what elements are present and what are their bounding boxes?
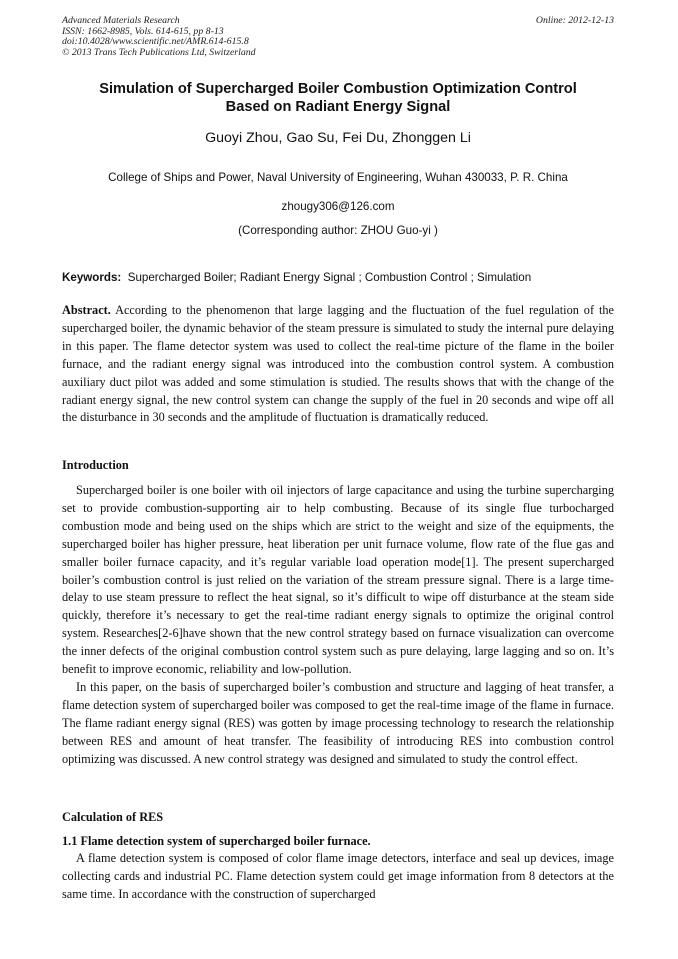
introduction-heading: Introduction [62,458,129,472]
doi-line: doi:10.4028/www.scientific.net/AMR.614-615.8 [62,36,249,48]
introduction-paragraph-1: Supercharged boiler is one boiler with oil injectors of large capacitance and using the turbine supercharging set to provide combustion-supporting air to help combusting. Because of its single flue turbocharged combustion mode and being used on the ships which are strict to the weight and size of the equipments, the supercharged boiler has higher pressure, heat liberation per unit furnace volume, flow rate of the flue gas and smaller boiler furnace capacity, and it’s regular variable load operation mode[1]. The present supercharged boiler’s combustion control is just relied on the variation of the stream pressure signal. There is a large time-delay to use steam pressure to reflect the heat signal, so it’s difficult to wipe off disturbance at the steam side quickly, therefore it’s necessary to get the real-time radiant energy signals to optimize the original control system. Researches[2-6]have shown that the new control strategy based on furnace visualization can overcome the inner defects of the original combustion control system such as pure delaying, large lagging and so on. It’s benefit to improve economic, reliability and low-pollution. [62,483,614,677]
keywords-label: Keywords: [62,271,122,284]
author-email: zhougy306@126.com [281,200,395,213]
subsection-heading-flame-detection: 1.1 Flame detection system of supercharged boiler furnace. [62,834,371,848]
paper-title [62,80,614,116]
corresponding-author: (Corresponding author: ZHOU Guo-yi ) [238,224,438,237]
abstract-text: According to the phenomenon that large lagging and the fluctuation of the fuel regulation of the supercharged boiler, the dynamic behavior of the steam pressure is simulated to study the internal pure delaying in this paper. The flame detector system was used to collect the real-time picture of the flame in the boiler furnace, and the radiant energy signal was introduced into the combustion control system. A combustion auxiliary duct pilot was added and some stimulation is studied. The results shows that with the change of the radiant energy signal, the new control system can change the supply of the fuel in 20 seconds and wipe off all the disturbance in 30 seconds and the amplitude of fluctuation is dramatically reduced. [62,303,614,425]
introduction-body [62,482,614,769]
issn-line: ISSN: 1662-8985, Vols. 614-615, pp 8-13 [62,25,224,37]
title-line-1: Simulation of Supercharged Boiler Combustion Optimization Control [99,81,577,97]
keywords-text: Supercharged Boiler; Radiant Energy Signal ; Combustion Control ; Simulation [127,271,532,284]
calculation-paragraph-1: A flame detection system is composed of color flame image detectors, interface and seal up devices, image collecting cards and industrial PC. Flame detection system could get image information from 8 detectors at the same time. In accordance with the construction of supercharged [62,851,614,901]
affiliation: College of Ships and Power, Naval University of Engineering, Wuhan 430033, P. R. China [108,171,568,184]
authors: Guoyi Zhou, Gao Su, Fei Du, Zhonggen Li [205,130,471,146]
abstract [62,302,614,427]
introduction-paragraph-2: In this paper, on the basis of supercharged boiler’s combustion and structure and lagging of heat transfer, a flame detection system of supercharged boiler was composed to get the real-time image of the flame in furnace. The flame radiant energy signal (RES) was gotten by image processing technology to research the relationship between RES and amount of heat transfer. The feasibility of introducing RES into combustion control optimizing was discussed. A new control strategy was designed and simulated to study the control effect. [62,679,614,766]
title-line-2: Based on Radiant Energy Signal [225,99,451,115]
journal-header [62,16,614,58]
abstract-label: Abstract. [62,303,111,317]
online-date: Online: 2012-12-13 [535,15,614,26]
journal-name: Advanced Materials Research [62,15,180,26]
copyright-line: © 2013 Trans Tech Publications Ltd, Switzerland [62,46,256,58]
calculation-body [62,850,614,904]
section-heading-calculation: Calculation of RES [62,810,164,824]
keywords [62,271,614,284]
